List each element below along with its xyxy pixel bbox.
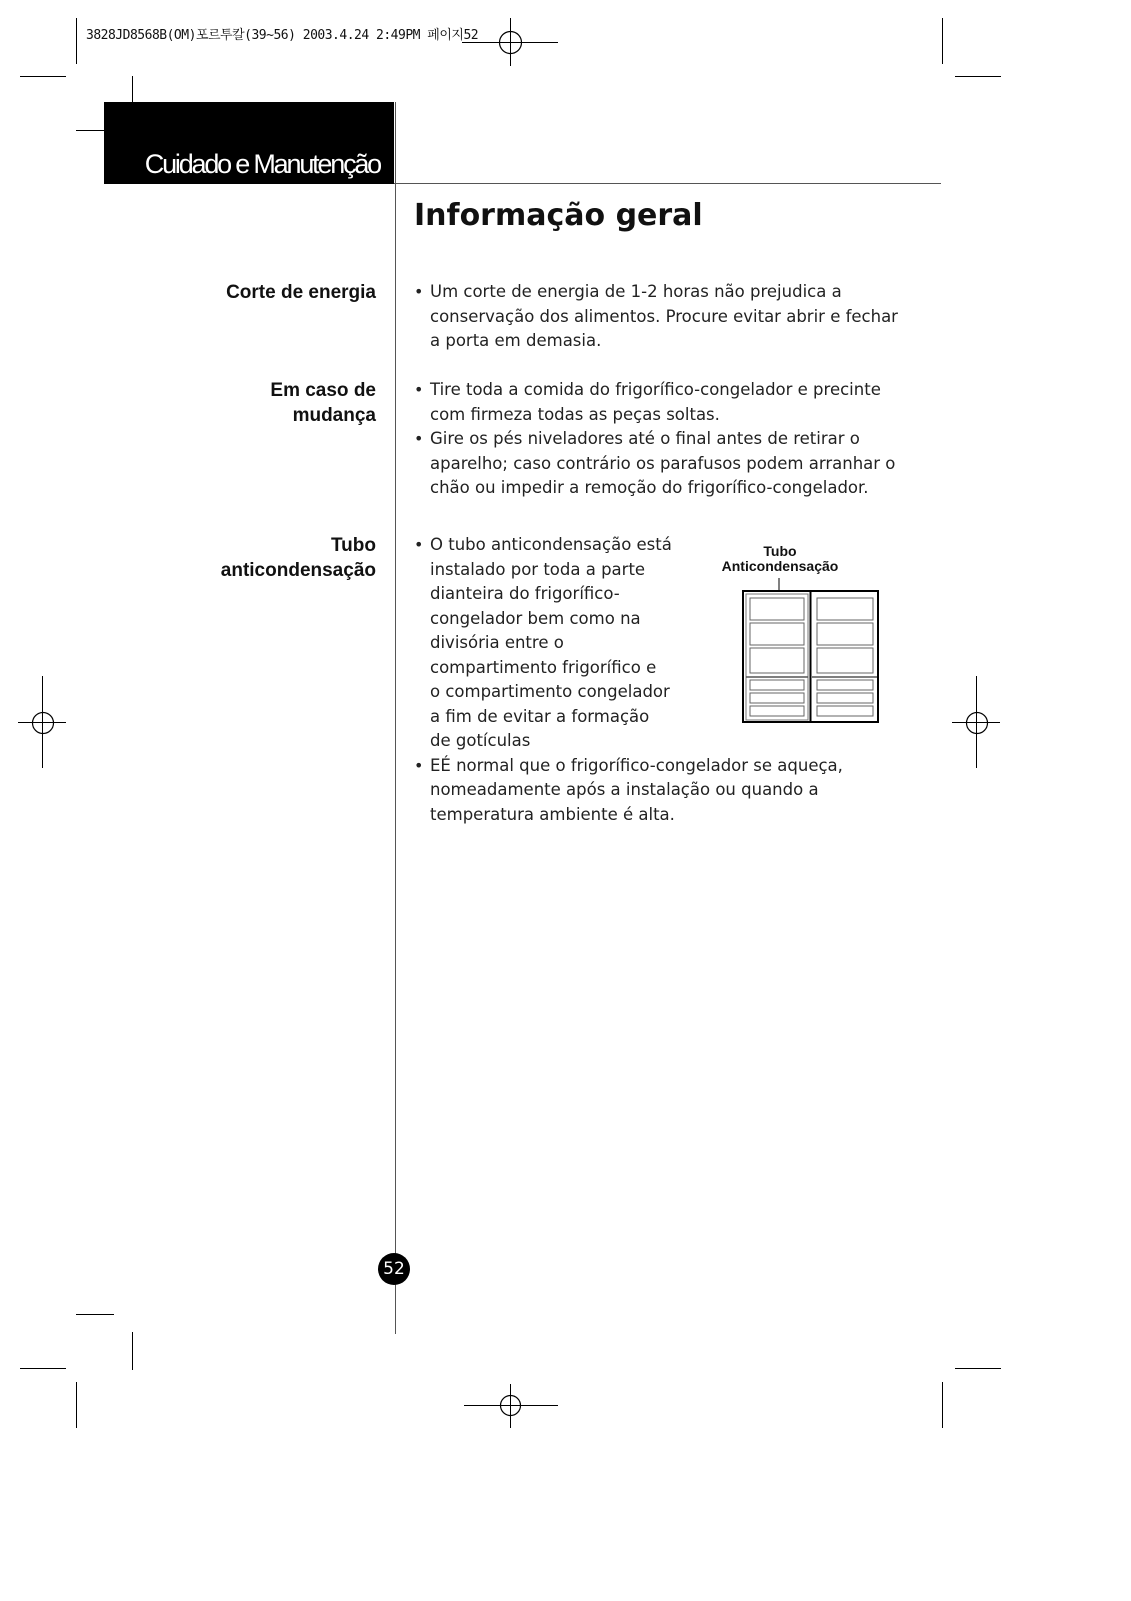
- bullet-list-power-cut: [414, 280, 898, 354]
- text-line: conservação dos alimentos. Procure evitar abrir e fechar: [430, 306, 898, 326]
- text-line: aparelho; caso contrário os parafusos podem arranhar o: [430, 453, 896, 473]
- diagram-label-line: Tubo: [763, 543, 797, 559]
- text-line: divisória entre o: [430, 633, 564, 652]
- list-item: [414, 427, 895, 501]
- heading-tubo-anticondensacao: [156, 533, 376, 583]
- text-line: o compartimento congelador: [430, 682, 670, 701]
- heading-corte-de-energia: [156, 280, 376, 305]
- heading-line: mudança: [292, 405, 376, 426]
- heading-em-caso-de-mudanca: [156, 378, 376, 428]
- text-line: nomeadamente após a instalação ou quando a: [430, 780, 819, 799]
- registration-target-icon: [31, 711, 55, 735]
- print-header: 3828JD8568B(OM)포르투칼(39~56) 2003.4.24 2:49PM 페이지52: [86, 28, 479, 43]
- text-line: dianteira do frigorífico-: [430, 584, 620, 603]
- list-item: [414, 280, 898, 354]
- page-number: 52: [378, 1253, 410, 1285]
- list-item: [414, 378, 895, 427]
- text-line: • Gire os pés niveladores até o final antes de retirar o: [430, 429, 860, 448]
- column-divider: [395, 102, 396, 1334]
- header-rule: [394, 183, 941, 184]
- page-title: Informação geral: [414, 198, 703, 233]
- text-line: a porta em demasia.: [430, 331, 602, 350]
- text-line: de gotículas: [430, 731, 531, 750]
- heading-line: anticondensação: [220, 560, 376, 581]
- heading-line: Tubo: [330, 535, 376, 556]
- section-bar: [104, 102, 394, 184]
- text-line: • EÉ normal que o frigorífico-congelador se aqueça,: [430, 755, 843, 775]
- bullet-list-moving: [414, 378, 895, 501]
- text-line: instalado por toda a parte: [430, 559, 646, 579]
- text-line: temperatura ambiente é alta.: [430, 804, 675, 824]
- registration-target-icon: [498, 30, 523, 55]
- refrigerator-diagram-icon: [742, 576, 880, 724]
- list-item: [414, 754, 843, 828]
- diagram-label: [680, 544, 880, 574]
- diagram-label-line: Anticondensação: [721, 558, 839, 574]
- heading-line: Corte de energia: [226, 282, 376, 303]
- text-line: chão ou impedir a remoção do frigorífico-congelador.: [430, 478, 869, 497]
- section-title: Cuidado e Manutenção: [144, 149, 380, 179]
- text-line: a fim de evitar a formação: [430, 706, 650, 726]
- registration-target-icon: [965, 711, 989, 735]
- text-line: compartimento frigorífico e: [430, 657, 657, 677]
- text-line: • Um corte de energia de 1-2 horas não prejudica a: [430, 282, 842, 301]
- text-line: com firmeza todas as peças soltas.: [430, 404, 720, 424]
- text-line: congelador bem como na: [430, 608, 641, 628]
- text-line: • Tire toda a comida do frigorífico-congelador e precinte: [430, 380, 881, 399]
- registration-target-icon: [499, 1394, 522, 1417]
- heading-line: Em caso de: [270, 380, 376, 401]
- text-line: • O tubo anticondensação está: [430, 535, 672, 554]
